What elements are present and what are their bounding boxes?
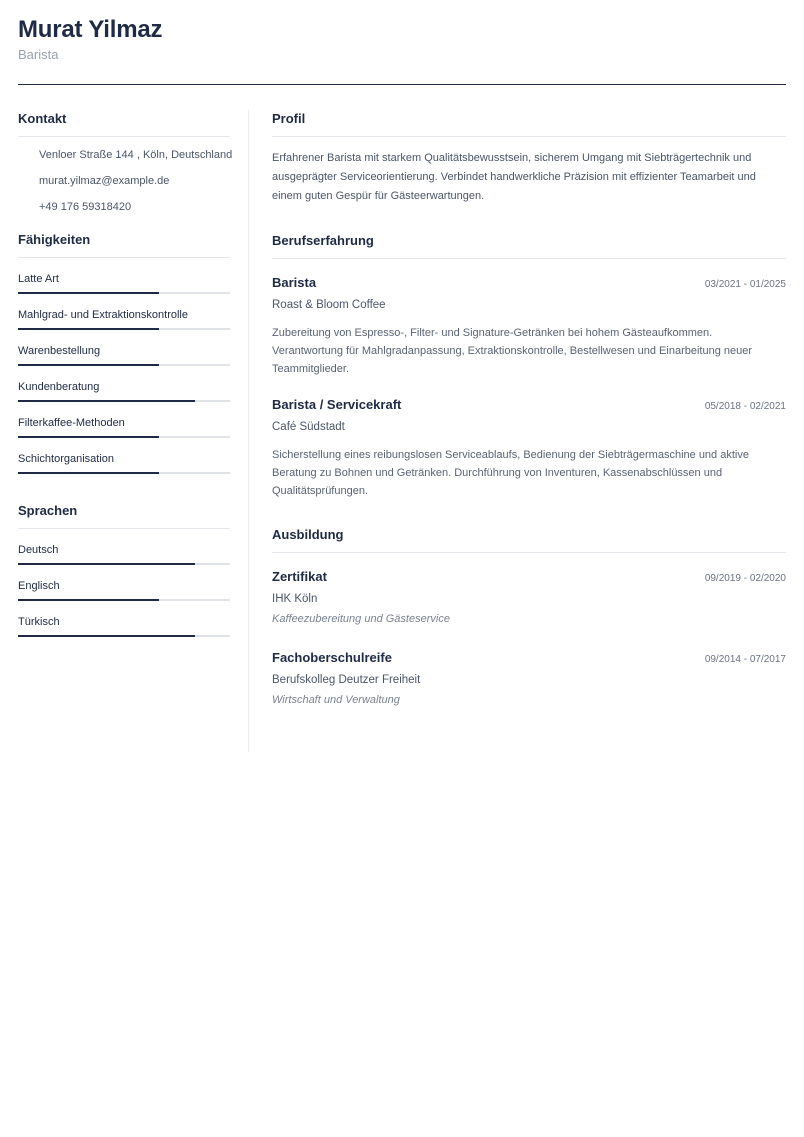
language-level-bar bbox=[18, 599, 230, 601]
entry-header bbox=[272, 649, 786, 667]
education-section bbox=[272, 526, 786, 708]
skill-label: Filterkaffee-Methoden bbox=[18, 417, 125, 429]
experience-section bbox=[272, 232, 786, 500]
entry-title: Fachoberschulreife bbox=[272, 650, 392, 665]
skill-label: Warenbestellung bbox=[18, 345, 101, 357]
contact-heading: Kontakt bbox=[18, 110, 230, 137]
contact-section bbox=[18, 110, 233, 214]
profile-summary: Erfahrener Barista mit starkem Qualitätsbewusstsein, sicherem Umgang mit Siebträgertechnik und ausgeprägter Serviceorientierung. Verbindet handwerkliche Präzision mit effizienter Teamarbeit und einem guten Gespür für Gästeerwartungen. bbox=[272, 152, 756, 202]
entry-organization: Roast & Bloom Coffee bbox=[272, 299, 386, 311]
language-level-fill bbox=[18, 599, 159, 601]
main-content bbox=[272, 110, 786, 708]
entry-date: 09/2014 - 07/2017 bbox=[704, 654, 786, 665]
experience-entry bbox=[272, 274, 786, 378]
contact-phone[interactable]: +49 176 59318420 bbox=[39, 201, 132, 213]
entry-institution: IHK Köln bbox=[272, 593, 318, 605]
sidebar bbox=[18, 110, 233, 637]
entry-header bbox=[272, 274, 786, 292]
skill-label: Schichtorganisation bbox=[18, 453, 115, 465]
entry-institution: Berufskolleg Deutzer Freiheit bbox=[272, 674, 421, 686]
skill-item bbox=[18, 453, 230, 474]
skill-label: Latte Art bbox=[18, 273, 59, 285]
experience-heading: Berufserfahrung bbox=[272, 232, 786, 259]
skill-item bbox=[18, 345, 230, 366]
skill-level-fill bbox=[18, 292, 159, 294]
contact-address: Venloer Straße 144 , Köln, Deutschland bbox=[39, 149, 233, 161]
languages-heading: Sprachen bbox=[18, 502, 230, 529]
job-title: Barista bbox=[18, 47, 59, 62]
entry-field: Kaffeezubereitung und Gästeservice bbox=[272, 613, 450, 625]
education-entry bbox=[272, 568, 786, 627]
skill-level-bar bbox=[18, 292, 230, 294]
entry-date: 03/2021 - 01/2025 bbox=[704, 279, 786, 290]
entry-title: Zertifikat bbox=[272, 569, 327, 584]
entry-description: Sicherstellung eines reibungslosen Serviceablaufs, Bedienung der Siebträgermaschine und aktive Beratung zu Bohnen und Getränken. Durchführung von Inventuren, Kassenabschlüssen und Qualitätsprüfungen. bbox=[272, 449, 749, 497]
language-item bbox=[18, 616, 230, 637]
skill-level-bar bbox=[18, 364, 230, 366]
entry-title: Barista / Servicekraft bbox=[272, 397, 402, 412]
languages-list bbox=[18, 544, 230, 637]
entry-title: Barista bbox=[272, 275, 317, 290]
header-divider bbox=[18, 84, 786, 85]
skill-level-bar bbox=[18, 328, 230, 330]
language-level-fill bbox=[18, 563, 195, 565]
language-item bbox=[18, 544, 230, 565]
contact-email[interactable]: murat.yilmaz@example.de bbox=[39, 175, 170, 187]
skill-level-fill bbox=[18, 436, 159, 438]
resume-header bbox=[18, 14, 786, 64]
skill-item bbox=[18, 309, 230, 330]
skill-item bbox=[18, 273, 230, 294]
skill-label: Mahlgrad- und Extraktionskontrolle bbox=[18, 309, 188, 321]
experience-entry bbox=[272, 396, 786, 500]
skills-section bbox=[18, 231, 230, 474]
entry-header bbox=[272, 568, 786, 586]
language-label: Türkisch bbox=[18, 616, 60, 628]
language-level-bar bbox=[18, 563, 230, 565]
contact-details bbox=[18, 137, 233, 214]
skill-level-bar bbox=[18, 472, 230, 474]
language-label: Englisch bbox=[18, 580, 60, 592]
profile-section bbox=[272, 110, 786, 206]
skill-label: Kundenberatung bbox=[18, 381, 100, 393]
skill-level-bar bbox=[18, 400, 230, 402]
skill-item bbox=[18, 417, 230, 438]
entry-field: Wirtschaft und Verwaltung bbox=[272, 694, 400, 706]
skill-level-fill bbox=[18, 364, 159, 366]
entry-date: 09/2019 - 02/2020 bbox=[704, 573, 786, 584]
skill-level-fill bbox=[18, 328, 159, 330]
language-level-fill bbox=[18, 635, 195, 637]
language-level-bar bbox=[18, 635, 230, 637]
profile-heading: Profil bbox=[272, 110, 786, 137]
language-item bbox=[18, 580, 230, 601]
person-name: Murat Yilmaz bbox=[18, 16, 163, 43]
skills-list bbox=[18, 273, 230, 474]
education-entry bbox=[272, 649, 786, 708]
education-heading: Ausbildung bbox=[272, 526, 786, 553]
skill-item bbox=[18, 381, 230, 402]
entry-date: 05/2018 - 02/2021 bbox=[704, 401, 786, 412]
skills-heading: Fähigkeiten bbox=[18, 231, 230, 258]
entry-organization: Café Südstadt bbox=[272, 421, 345, 433]
languages-section bbox=[18, 502, 230, 637]
entry-header bbox=[272, 396, 786, 414]
skill-level-bar bbox=[18, 436, 230, 438]
entry-description: Zubereitung von Espresso-, Filter- und Signature-Getränken bei hohem Gästeaufkommen. Verantwortung für Mahlgradanpassung, Extraktionskontrolle, Bestellwesen und Einarbeitung neuer Teammitglieder. bbox=[272, 327, 753, 375]
skill-level-fill bbox=[18, 472, 159, 474]
column-divider bbox=[248, 110, 249, 752]
skill-level-fill bbox=[18, 400, 195, 402]
language-label: Deutsch bbox=[18, 544, 59, 556]
